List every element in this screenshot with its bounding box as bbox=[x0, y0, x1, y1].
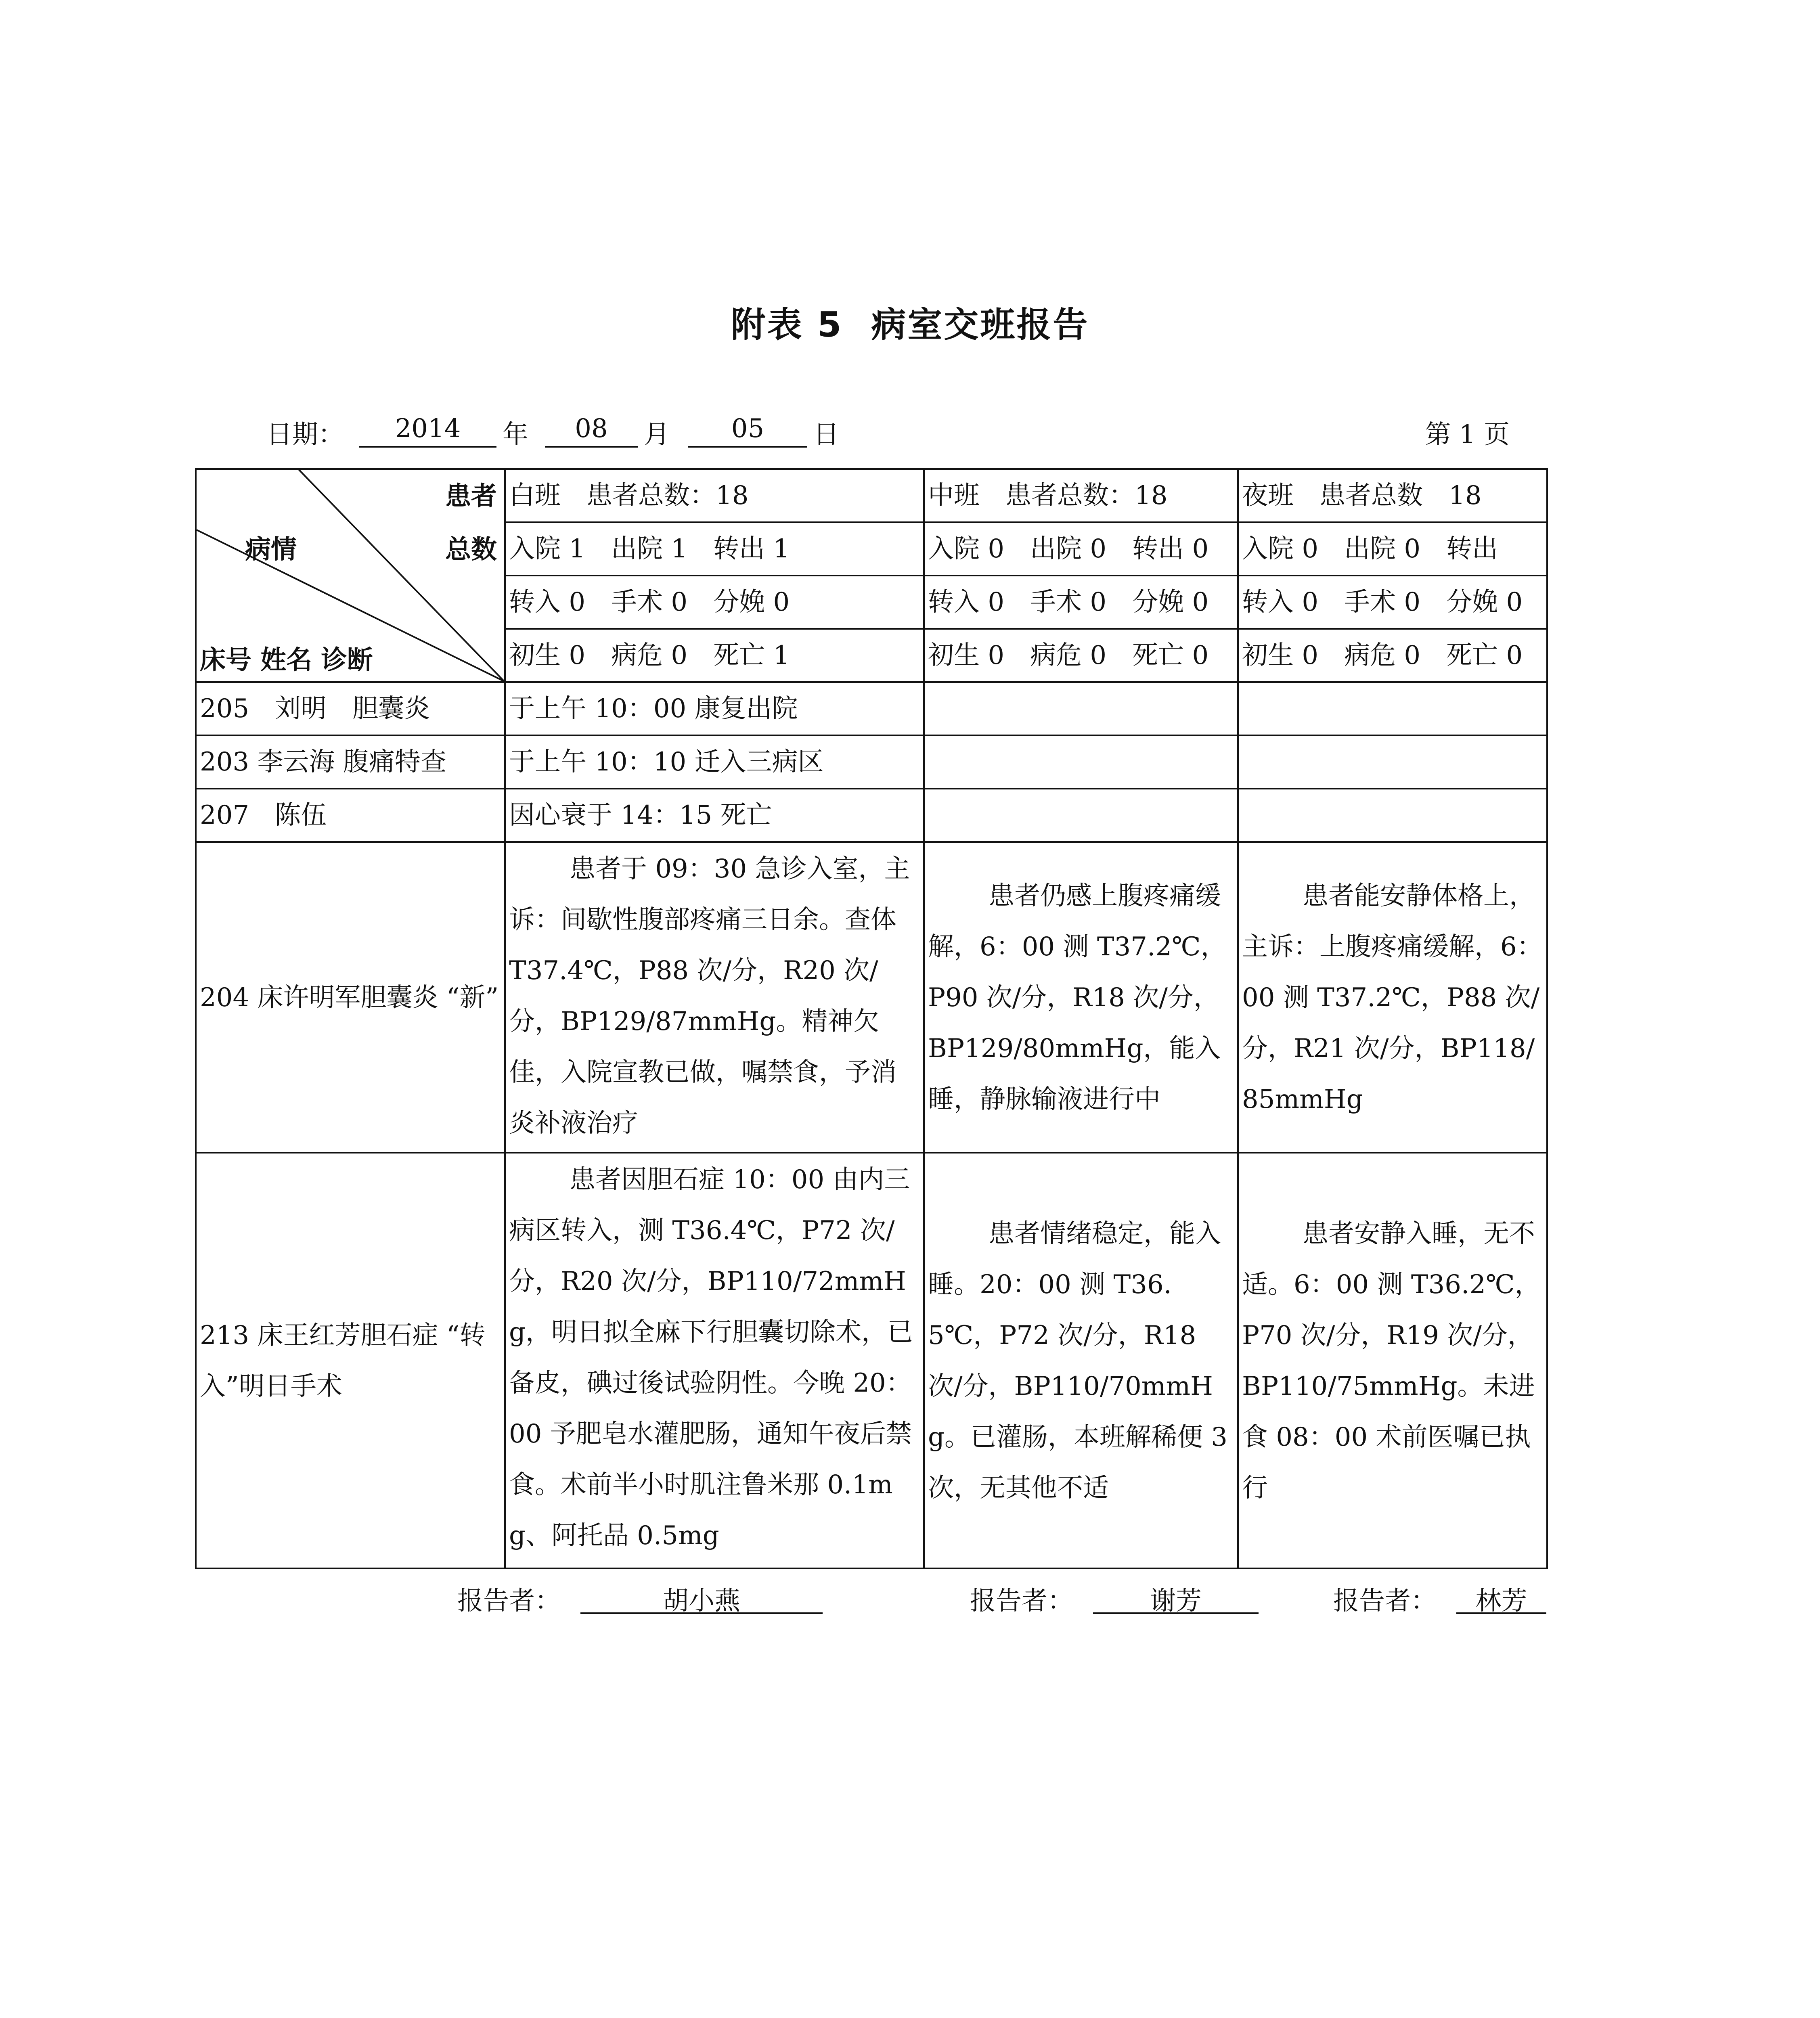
night-shift-admissions: 入院 0 出院 0 转出 bbox=[1238, 522, 1547, 576]
note-text: 患者因胆石症 10：00 由内三病区转入，测 T36.4℃，P72 次/分，R20 次/分，BP110/72mmHg，明日拟全麻下行胆囊切除术，已备皮，碘过後试验阴性。今晚 20：00 予肥皂水灌肥肠，通知午夜后禁食。术前半小时肌注鲁米那 0.1mg、阿托品 0.5mg bbox=[509, 1165, 913, 1551]
note-text: 患者安静入睡，无不适。6：00 测 T36.2℃，P70 次/分，R19 次/分，BP110/75mmHg。未进食 08：00 术前医嘱已执行 bbox=[1242, 1219, 1541, 1503]
table-row bbox=[196, 789, 1547, 842]
day-shift-note: 于上午 10：00 康复出院 bbox=[505, 682, 924, 735]
patient-cell: 205 刘明 胆囊炎 bbox=[196, 682, 505, 735]
month-unit: 月 bbox=[644, 420, 670, 450]
mid-shift-note bbox=[924, 789, 1238, 842]
patient-text: 213 床王红芳胆石症 “转入”明日手术 bbox=[200, 1321, 486, 1401]
night-shift-note bbox=[1238, 1153, 1547, 1568]
title-number: 附表 5 bbox=[731, 305, 843, 345]
date-label: 日期： bbox=[266, 420, 344, 450]
diag-condition-label: 病情 bbox=[245, 535, 297, 565]
mid-shift-admissions: 入院 0 出院 0 转出 0 bbox=[924, 522, 1238, 576]
note-text: 患者仍感上腹疼痛缓解，6：00 测 T37.2℃，P90 次/分，R18 次/分，BP129/80mmHg，能入睡，静脉输液进行中 bbox=[928, 881, 1227, 1114]
mid-shift-note bbox=[924, 735, 1238, 789]
patient-text: 204 床许明军胆囊炎 “新” bbox=[200, 983, 499, 1013]
diag-patient-label: 患者 bbox=[445, 481, 497, 511]
mid-shift-note bbox=[924, 842, 1238, 1153]
note-text: 患者能安静体格上，主诉：上腹疼痛缓解，6：00 测 T37.2℃，P88 次/分，R21 次/分，BP118/85mmHg bbox=[1242, 881, 1543, 1114]
night-reporter-label: 报告者： bbox=[1333, 1586, 1437, 1616]
day-shift-transfers: 转入 0 手术 0 分娩 0 bbox=[505, 576, 924, 629]
night-shift-note bbox=[1238, 735, 1547, 789]
night-shift-total: 夜班 患者总数 18 bbox=[1238, 469, 1547, 522]
mid-shift-births: 初生 0 病危 0 死亡 0 bbox=[924, 629, 1238, 682]
table-row bbox=[196, 682, 1547, 735]
mid-reporter-label: 报告者： bbox=[970, 1586, 1073, 1616]
diagonal-header-cell bbox=[196, 469, 505, 682]
day-shift-admissions: 入院 1 出院 1 转出 1 bbox=[505, 522, 924, 576]
day-reporter-name: 胡小燕 bbox=[580, 1580, 823, 1614]
note-text: 患者情绪稳定，能入睡。20：00 测 T36.5℃，P72 次/分，R18 次/分，BP110/70mmHg。已灌肠，本班解稀便 3 次，无其他不适 bbox=[928, 1219, 1228, 1503]
day-shift-note: 于上午 10：10 迁入三病区 bbox=[505, 735, 924, 789]
month-value: 08 bbox=[545, 414, 638, 448]
page-number: 第 1 页 bbox=[1425, 420, 1510, 450]
table-row bbox=[196, 1153, 1547, 1568]
year-unit: 年 bbox=[503, 420, 528, 450]
document-title bbox=[0, 297, 1820, 347]
day-shift-births: 初生 0 病危 0 死亡 1 bbox=[505, 629, 924, 682]
night-shift-births: 初生 0 病危 0 死亡 0 bbox=[1238, 629, 1547, 682]
mid-shift-total: 中班 患者总数：18 bbox=[924, 469, 1238, 522]
date-line bbox=[266, 414, 1510, 450]
table-row bbox=[196, 842, 1547, 1153]
day-shift-note: 因心衰于 14：15 死亡 bbox=[505, 789, 924, 842]
diag-bed-name-diagnosis-label: 床号 姓名 诊断 bbox=[200, 645, 373, 675]
day-shift-note bbox=[505, 842, 924, 1153]
day-value: 05 bbox=[688, 414, 807, 448]
title-text: 病室交班报告 bbox=[871, 305, 1089, 345]
night-shift-note bbox=[1238, 789, 1547, 842]
day-reporter-label: 报告者： bbox=[457, 1586, 561, 1616]
mid-shift-transfers: 转入 0 手术 0 分娩 0 bbox=[924, 576, 1238, 629]
year-value: 2014 bbox=[359, 414, 496, 448]
day-shift-total: 白班 患者总数：18 bbox=[505, 469, 924, 522]
day-unit: 日 bbox=[813, 420, 839, 450]
table-row bbox=[196, 735, 1547, 789]
note-text: 患者于 09：30 急诊入室，主诉：间歇性腹部疼痛三日余。查体 T37.4℃，P88 次/分，R20 次/分，BP129/87mmHg。精神欠佳，入院宣教已做，嘱禁食，予消炎补液治疗 bbox=[509, 854, 910, 1138]
diag-total-label: 总数 bbox=[445, 535, 497, 565]
night-shift-transfers: 转入 0 手术 0 分娩 0 bbox=[1238, 576, 1547, 629]
patient-cell: 203 李云海 腹痛特查 bbox=[196, 735, 505, 789]
night-shift-note bbox=[1238, 842, 1547, 1153]
reporters-line bbox=[195, 1580, 1546, 1616]
mid-reporter-name: 谢芳 bbox=[1093, 1580, 1259, 1614]
day-shift-note bbox=[505, 1153, 924, 1568]
handover-table bbox=[195, 468, 1548, 1569]
mid-shift-note bbox=[924, 682, 1238, 735]
patient-cell bbox=[196, 1153, 505, 1568]
patient-cell: 207 陈伍 bbox=[196, 789, 505, 842]
mid-shift-note bbox=[924, 1153, 1238, 1568]
night-shift-note bbox=[1238, 682, 1547, 735]
header-row-1 bbox=[196, 469, 1547, 522]
night-reporter-name: 林芳 bbox=[1456, 1580, 1546, 1614]
patient-cell bbox=[196, 842, 505, 1153]
